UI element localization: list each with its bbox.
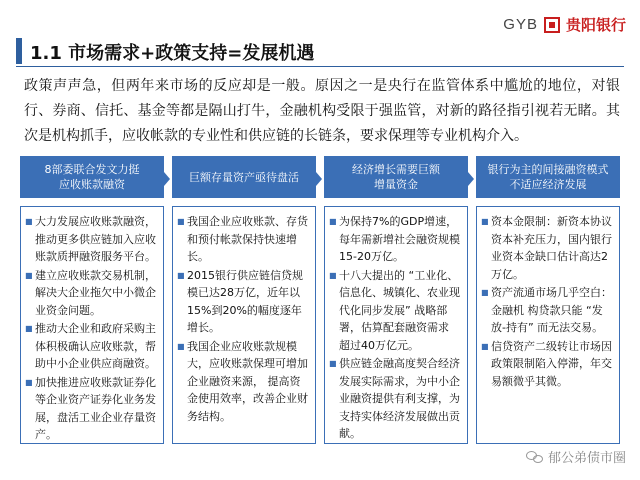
square-bullet-icon: ■ [481,217,489,226]
square-bullet-icon: ■ [481,288,489,297]
square-bullet-icon: ■ [25,324,33,333]
column-header: 经济增长需要巨额 增量资金 [324,156,468,198]
list-item [25,267,157,320]
bullet-text: 信贷资产二级转让市场因政策限制陷入停滞，年交易额微乎其微。 [491,339,612,388]
column-3 [324,156,468,444]
list-item [25,213,157,266]
arrow-right-icon [468,172,474,186]
bullet-text: 我国企业应收账款、存货和预付帐款保持快速增长。 [187,215,308,263]
logo-letters: GYB [503,16,538,33]
list-item [329,213,461,266]
header-divider [16,66,624,67]
intro-paragraph: 政策声声急，但两年来市场的反应却是一般。原因之一是央行在监管体系中尴尬的地位，对银行、券商、信托、基金等都是隔山打牛，金融机构受限于强监管，对新的路径指引视若无睹。其次是机构抓手，应收帐款的专业性和供应链的长链条，要求保理等专业机构介入。 [24,78,620,144]
bullet-text: 十八大提出的 “工业化、信息化、城镇化、农业现代化同步发展” 战略部署，估算配套融资需求 超过40万亿元。 [339,268,460,352]
square-bullet-icon: ■ [25,270,33,280]
bullet-text: 加快推进应收账款证券化等企业资产证券化业务发展，盘活工业企业存量资产。 [35,375,156,441]
page-title: 1.1 市场需求+政策支持=发展机遇 [30,43,315,64]
list-item [25,320,157,373]
column-header: 银行为主的间接融资模式 不适应经济发展 [476,156,620,198]
column-body [20,206,164,444]
bullet-text: 我国企业应收账款规模大，应收账款保理可增加企业融资来源， 提高资金使用效率，改善企业财 务结构。 [187,339,308,423]
square-bullet-icon: ■ [177,270,185,280]
list-item [177,338,309,426]
column-header: 巨额存量资产亟待盘活 [172,156,316,198]
bullet-text: 建立应收账款交易机制，解决大企业拖欠中小微企业资金问题。 [35,268,156,317]
wechat-icon [526,450,544,464]
arrow-right-icon [316,172,322,186]
column-body [324,206,468,444]
bullet-text: 2015银行供应链信贷规模已达28万亿，近年以15%到20%的幅度逐年增长。 [187,268,303,334]
column-body [476,206,620,444]
column-body [172,206,316,444]
arrow-right-icon [164,172,170,186]
list-item [481,338,613,391]
bullet-text: 推动大企业和政府采购主体积极确认应收账款，帮助中小企业供应商融资。 [35,322,156,370]
four-column-panel [20,156,620,448]
bullet-text: 资本金限制：新资本协议资本补充压力，国内银行业资本金缺口估计高达2万亿。 [491,215,612,281]
list-item [25,374,157,444]
title-accent-bar [16,38,22,64]
watermark [526,447,626,466]
logo-mark-icon [544,17,560,33]
logo-name: 贵阳银行 [565,16,626,34]
column-1 [20,156,164,444]
bullet-text: 大力发展应收账款融资，推动更多供应链加入应收账款质押融资服务平台。 [35,215,156,263]
bullet-text: 供应链金融高度契合经济发展实际需求，为中小企业融资提供有利支撑，为支持实体经济发展做出贡献。 [339,357,460,440]
bullet-text: 为保持7%的GDP增速，每年需新增社会融资规模15-20万亿。 [339,215,460,263]
square-bullet-icon: ■ [481,341,489,351]
column-4 [476,156,620,444]
bullet-text: 资产流通市场几乎空白：金融机 构贷款只能 “发放-持有” 而无法交易。 [491,286,612,334]
column-header: 8部委联合发文力挺 应收账款融资 [20,156,164,198]
bank-logo [503,14,626,35]
list-item [481,284,613,337]
column-2 [172,156,316,444]
watermark-text: 郁公弟债市圈 [547,451,626,466]
square-bullet-icon: ■ [25,217,33,226]
list-item [177,267,309,337]
square-bullet-icon: ■ [177,217,185,226]
slide-header [0,0,640,68]
square-bullet-icon: ■ [177,341,185,351]
list-item [329,355,461,443]
list-item [329,267,461,355]
square-bullet-icon: ■ [329,217,337,226]
list-item [481,213,613,283]
square-bullet-icon: ■ [329,359,337,368]
list-item [177,213,309,266]
square-bullet-icon: ■ [329,270,337,280]
square-bullet-icon: ■ [25,377,33,387]
